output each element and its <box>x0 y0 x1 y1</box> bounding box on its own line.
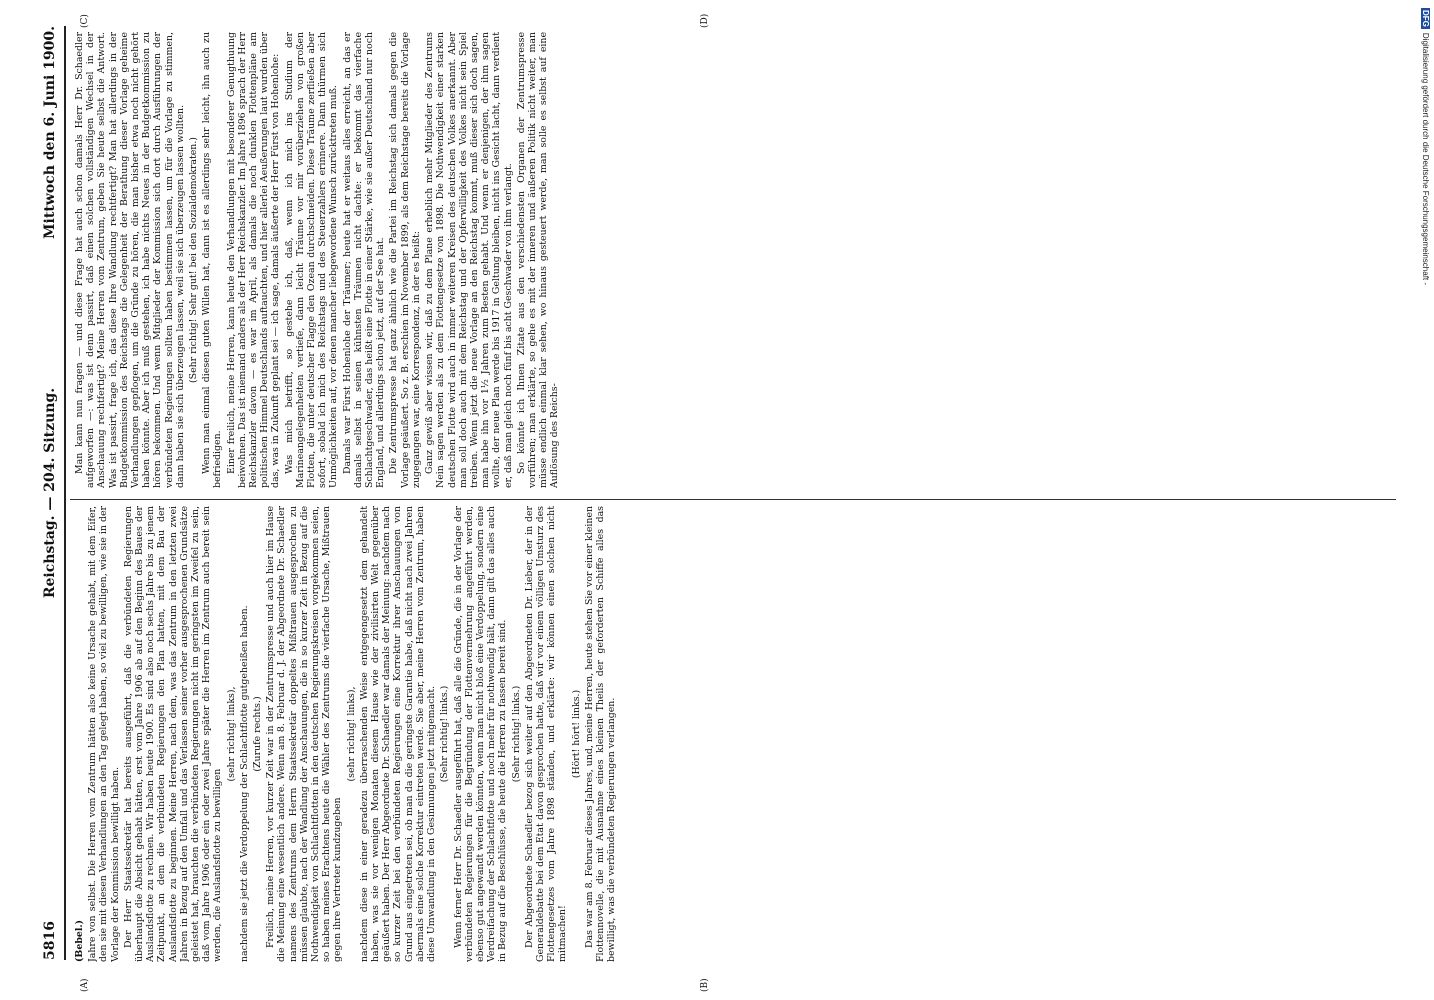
digitization-watermark <box>1412 0 1434 1000</box>
left-column <box>74 506 1394 962</box>
watermark-text: Digitalisierung gefördert durch die Deutsche Forschungsgemeinschaft - <box>1421 32 1430 286</box>
paragraph: Die Zentrumspresse hat ganz ähnlich wie die Partei im Reichstag sich damals gegen die Vorlage geäußert. So z. B. erschien im November 1899, als dem Reichstage bereits die Vorlage zugegangen war, eine Korrespondenz, in der es heißt: <box>388 32 422 488</box>
interjection: (Sehr richtig! Sehr gut! bei den Sozialdemokraten.) <box>188 137 200 383</box>
session-title: Reichstag. — 204. Sitzung. <box>42 387 58 599</box>
dfg-logo: DFG <box>1421 10 1430 27</box>
header-rule <box>64 26 66 960</box>
paragraph: Wenn man einmal diesen guten Willen hat, dann ist es allerdings sehr leicht, ihn auch zu befriedigen. <box>201 32 224 488</box>
margin-marker-b: (B) <box>700 978 710 992</box>
paragraph: Der Herr Staatssekretär hat bereits ausgeführt, daß die verbündeten Regierungen überhaupt die Absicht gehabt hätten, erst vom Jahre 1906 ab auf den Beginn des Baues der Auslandsflotte zu rechnen. Wir haben heute 1900. Es sind also noch sechs Jahre bis zu jenem Zeitpunkt, an dem die verbündeten Regierungen den Plan hatten, mit dem Bau der Auslandsflotte zu beginnen. Meine Herren, nach dem, was das Zentrum in den letzten zwei Jahren in Bezug auf den Umfall und das Verlassen seiner vorher ausgesprochenen Grundsätze geleistet hat, brauchten die verbündeten Regierungen nicht im geringsten im Zweifel zu sein, daß vom Jahre 1906 oder ein oder zwei Jahre später die Herren im Zentrum auch bereit sein werden, die Auslandsflotte zu bewilligen <box>122 506 224 962</box>
paragraph: Wenn ferner Herr Dr. Schaedler ausgeführt hat, daß alle die Gründe, die in der Vorlage der verbündeten Regierungen für die Begründung der Flottenvermehrung angeführt werden, ebenso gut angewandt werden könnten, wenn man nicht bloß eine Verdoppelung, sondern eine Verdreifachung der Schlachtflotte und noch mehr für nothwendig hält, dann gilt das alles auch in Bezug auf die Beschlüsse, die heute die Herren zu fassen bereit sind. <box>452 506 509 962</box>
paragraph: Das war am 8. Februar dieses Jahres, und, meine Herren, heute stehen Sie vor einer kleinen Flottennovelle, die mit Ausnahme eines kleinen Theils der geforderten Schiffe alles das bewilligt, was die verbündeten Regierungen verlangen. <box>583 506 618 962</box>
margin-marker-d: (D) <box>700 13 710 28</box>
interjection: (Sehr richtig! links.) <box>439 685 451 783</box>
paragraph: nachdem diese in einer geradezu überraschenden Weise entgegengesetzt dem gehandelt haben, was sie vor wenigen Monaten diesem Hause wie der zivilisirten Welt gegenüber geäußert haben. Der Herr Abgeordnete Dr. Schaedler war damals der Meinung: nachdem nach so kurzer Zeit bei den verbündeten Regierungen eine Korrektur ihrer Anschauungen von Grund aus eingetreten sei, ob man da die geringste Garantie habe, daß nicht nach zwei Jahren abermals eine solche Korrektur eintreten werde. Sie aber, meine Herren vom Zentrum, haben diese Umwandlung in den Gesinnungen jetzt mitgemacht. <box>358 506 438 962</box>
quotation: Was mich betrifft, so gestehe ich, daß, wenn ich mich ins Studium der Marineangelegenheiten vertiefe, dann leicht Träume vor mir vorüberziehen von großen Flotten, die unter deutscher Flagge den Ozean durchschneiden. Diese Träume zerfließen aber sofort, sobald ich mich des Reichstags und des Steuerzahlers erinnere. Dann thürmen sich Unmöglichkeiten auf, vor denen mancher liebgewordene Wunsch zurücktreten muß. <box>283 32 340 488</box>
paragraph: Man kann nun fragen — und diese Frage hat auch schon damals Herr Dr. Schaedler aufgeworfen —: was ist denn passirt, daß einen solchen vollständigen Wechsel in der Anschauung rechtfertigt? Meine Herren vom Zentrum, geben Sie heute selbst die Antwort. Was ist passirt, frage ich, das diese Ihre Wandlung rechtfertigt? Man hat allerdings in der Budgetkommission des Reichstags die Gelegenheit der Berathung dieser Vorlage geheime Verhandlungen gepflogen, um die Gründe zu hören, die man bisher etwa noch nicht gehört haben könnte. Aber ich muß gestehen, ich habe nichts Neues in der Budgetkommission zu hören bekommen. Und wenn Mitglieder der Kommission sich dort durch Ausführungen der verbündeten Regierungen sollten haben bestimmen lassen, um für die Vorlage zu stimmen, dann haben sie sich überzeugen lassen, weil sie sich überzeugen lassen wollten. <box>74 32 186 488</box>
speaker-label: (Bebel.) <box>74 919 85 962</box>
interjection: (sehr richtig! links), <box>225 686 237 782</box>
paragraph: So könnte ich Ihnen Zitate aus den verschiedensten Organen der Zentrumspresse vorführen; man erklärte, so gehe es mit der inneren und äußeren Politik nicht weiter, man müsse endlich einmal klar sehen, wo hinaus gesteuert werde, man solle es selbst auf eine Auflösung des Reichs- <box>515 32 561 488</box>
paragraph: Einer freilich, meine Herren, kann heute den Verhandlungen mit besonderer Genugthuung beiwohnen. Das ist niemand anders als der Herr Reichskanzler. Im Jahre 1896 sprach der Herr Reichskanzler davon — es war im April, als damals die noch dunklen Flottenpläne am politischen Himmel Deutschlands auftauchten, und hier allerlei Aeußerungen laut wurden über das, was in Zukunft geplant sei — ich sage, damals äußerte der Herr Fürst von Hohenlohe: <box>225 32 282 488</box>
session-date: Mittwoch den 6. Juni 1900. <box>42 26 58 239</box>
page-number: 5816 <box>42 921 58 960</box>
paragraph: Damals war Fürst Hohenlohe der Träumer; heute hat er weitaus alles erreicht, an das er damals selbst in seinen kühnsten Träumen nicht dachte: er bekommt das vierfache Schlachtgeschwader, das heißt eine Flotte in einer Stärke, wie sie außer Deutschland nur noch England, und allerdings schon jetzt, auf der See hat. <box>341 32 387 488</box>
right-column <box>74 32 1394 488</box>
interjection: (Hört! hört! links.) <box>570 689 582 779</box>
paragraph: Freilich, meine Herren, vor kurzer Zeit war in der Zentrumspresse und auch hier im Hause die Meinung eine wesentlich andere. Wenn am 8. Februar d. J. der Abgeordnete Dr. Schaedler namens des Zentrums dem Herrn Staatssekretär doppeltes Mißtrauen ausgesprochen zu müssen glaubte, nach der Wandlung der Anschauungen, die in so kurzer Zeit in Bezug auf die Nothwendigkeit von Schlachtflotten in den deutschen Regierungskreisen vorgekommen seien, so haben meines Erachtens heute die Wähler des Zentrums die vierfache Ursache, Mißtrauen gegen ihre Vertreter kundzugeben <box>265 506 344 962</box>
paragraph: nachdem sie jetzt die Verdoppelung der Schlachtflotte gutgeheißen haben. <box>238 605 250 962</box>
margin-marker-a: (A) <box>80 978 90 992</box>
margin-marker-c: (C) <box>80 14 90 28</box>
interjection: (sehr richtig! links), <box>345 686 357 782</box>
paragraph: Der Abgeordnete Schaedler bezog sich weiter auf den Abgeordneten Dr. Lieber, der in der Generaldebatte bei dem Etat davon gesprochen hatte, daß wir vor einem völligen Umsturz des Flottengesetzes vom Jahre 1898 ständen, und erklärte: wir können einen solchen nicht mitmachen! <box>523 506 569 962</box>
interjection: (Zurufe rechts.) <box>252 696 264 772</box>
column-divider <box>70 499 1396 500</box>
quotation: Ganz gewiß aber wissen wir, daß zu dem Plane erheblich mehr Mitglieder des Zentrums Nein sagen werden als zu dem Flottengesetze von 1898. Die Nothwendigkeit einer starken deutschen Flotte wird auch in immer weiteren Kreisen des deutschen Volkes anerkannt. Aber man soll doch auch mit dem Reichstag und der Opferwilligkeit des Volkes nicht sein Spiel treiben. Wenn jetzt die neue Vorlage an den Reichstag kommt, muß dieser sich doch sagen, man habe ihn vor 1½ Jahren zum Besten gehabt. Und wenn er denjenigen, der ihm sagen wollte, der neue Plan werde bis 1917 in Geltung bleiben, nicht ins Gesicht lacht, dann verdient er, daß man gleich noch fünf bis acht Geschwader von ihm verlangt. <box>424 32 514 488</box>
interjection: (Sehr richtig! links.) <box>510 685 522 783</box>
paragraph: Jahre von selbst. Die Herren vom Zentrum hätten also keine Ursache gehabt, mit dem Eifer, den sie mit diesen Verhandlungen an den Tag gelegt haben, so viel zu bewilligen, wie sie in der Vorlage der Kommission bewilligt haben. <box>87 506 121 962</box>
